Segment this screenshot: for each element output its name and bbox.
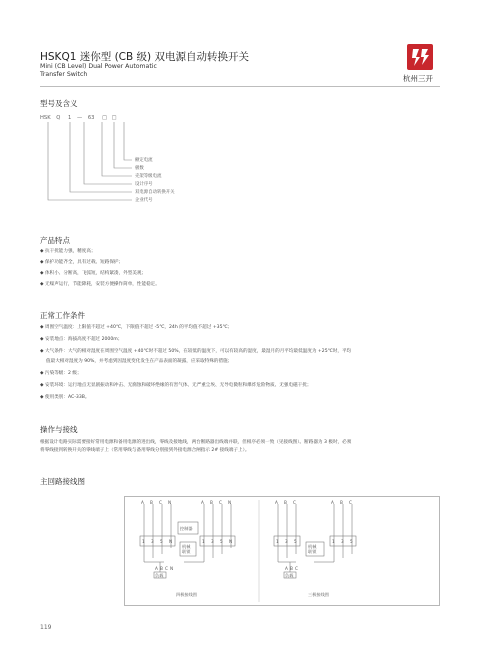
terminal-label: B bbox=[284, 500, 287, 505]
terminal-number: 5 bbox=[350, 539, 353, 544]
feature-item: ◆ 保护功能齐全，具有过载、短路保护； bbox=[40, 260, 124, 265]
mechanism-label: 联锁 bbox=[182, 549, 191, 554]
code-part: 1 bbox=[68, 115, 72, 121]
model-label: 壳架等级电流 bbox=[135, 174, 162, 179]
four-pole-caption: 四极接线图 bbox=[176, 592, 197, 597]
terminal-label: A bbox=[331, 500, 334, 505]
terminal-number: 1 bbox=[276, 539, 279, 544]
terminal-label: A bbox=[155, 566, 158, 571]
page-number: 119 bbox=[40, 624, 52, 631]
terminal-number: 1 bbox=[202, 539, 205, 544]
four-pole-labels bbox=[141, 500, 232, 598]
terminal-number: 5 bbox=[160, 539, 163, 544]
condition-item: ◆ 周围空气温度：上限值不超过 +40℃，下限值不超过 -5℃，24h 的平均值不超过 +35℃； bbox=[40, 325, 233, 330]
mechanism-label: 机械 bbox=[182, 544, 191, 549]
terminal-label: C bbox=[159, 500, 162, 505]
code-part: □ bbox=[111, 115, 117, 121]
company-logo bbox=[407, 44, 433, 70]
terminal-label: A bbox=[201, 500, 204, 505]
terminal-number: 3 bbox=[151, 539, 154, 544]
wiring-diagram bbox=[124, 496, 440, 606]
load-label: 负载 bbox=[155, 573, 164, 578]
condition-item: ◆ 安装环境：运行地点无显剧振动和冲击、无腐蚀和破坏绝缘的有害气体、无严重尘埃、无导电微粒和爆炸危险物质、无强电磁干扰； bbox=[40, 383, 312, 388]
model-label: 额定电流 bbox=[135, 158, 153, 163]
terminal-label: N bbox=[170, 566, 174, 571]
mechanism-label: 机械 bbox=[308, 544, 317, 549]
terminal-label: C bbox=[293, 500, 296, 505]
company-name: 杭州三开 bbox=[403, 74, 433, 83]
terminal-label: C bbox=[219, 500, 222, 505]
wiring-frame bbox=[125, 497, 440, 606]
condition-item: ◆ 使用类别：AC-33B。 bbox=[40, 395, 90, 400]
terminal-number: 5 bbox=[294, 539, 297, 544]
model-code bbox=[40, 115, 117, 121]
model-code-leader-lines bbox=[40, 122, 140, 208]
model-label: 双电源自动转换开关 bbox=[135, 190, 175, 195]
code-part: □ bbox=[102, 115, 107, 121]
code-part: HSK bbox=[40, 115, 51, 121]
section-title-wiring: 主回路接线图 bbox=[40, 477, 85, 486]
terminal-label: A bbox=[141, 500, 144, 505]
section-title-model: 型号及含义 bbox=[40, 99, 78, 108]
terminal-label: N bbox=[168, 500, 172, 505]
condition-item: ◆ 污染等级：2 级； bbox=[40, 371, 82, 376]
terminal-label: C bbox=[295, 566, 298, 571]
terminal-number: N bbox=[169, 539, 173, 544]
terminal-label: C bbox=[349, 500, 352, 505]
model-label: 企业代号 bbox=[135, 198, 153, 203]
controller-label: 控制器 bbox=[180, 526, 193, 531]
three-pole-caption: 三极接线图 bbox=[308, 592, 329, 597]
terminal-number: 1 bbox=[142, 539, 145, 544]
load-label: 负载 bbox=[285, 573, 294, 578]
terminal-number: N bbox=[229, 539, 233, 544]
feature-item: ◆ 无噪声运行，节能降耗，安装方便操作简单，性能稳定。 bbox=[40, 282, 160, 287]
terminal-number: 3 bbox=[211, 539, 214, 544]
terminal-number: 3 bbox=[341, 539, 344, 544]
terminal-label: A bbox=[275, 500, 278, 505]
code-part: Q bbox=[56, 115, 61, 121]
terminal-label: A bbox=[285, 566, 288, 571]
section-title-operation: 操作与接线 bbox=[40, 425, 78, 434]
terminal-label: N bbox=[228, 500, 232, 505]
terminal-label: B bbox=[150, 500, 153, 505]
logo-mark-icon bbox=[407, 44, 433, 70]
section-title-conditions: 正常工作条件 bbox=[40, 311, 85, 320]
model-label: 极数 bbox=[135, 166, 144, 171]
code-part: — bbox=[76, 115, 83, 121]
terminal-label: B bbox=[290, 566, 293, 571]
subtitle-line-2: Transfer Switch bbox=[40, 71, 88, 78]
section-title-features: 产品特点 bbox=[40, 236, 70, 245]
operation-text-line-1: 根据设计电路实际需要接好常用电源和备用电源的进出线，零线及接地线，两台断路器出线端并联，但相序必须一致（见接线图）。断路器为 3 极时，必须 bbox=[40, 440, 352, 445]
condition-item-continued: 值最大相对湿度为 90%，并考虑到因湿度变化发生在产品表面的凝露，应采取特殊的措施； bbox=[46, 359, 233, 364]
page-subtitle-en bbox=[40, 63, 157, 79]
feature-item: ◆ 体积小、分断高，飞弧短，结构紧凑，外型美观； bbox=[40, 271, 147, 276]
code-part: 63 bbox=[87, 115, 95, 121]
three-pole-labels bbox=[275, 500, 353, 598]
mechanism-label: 联锁 bbox=[308, 549, 317, 554]
terminal-number: 5 bbox=[220, 539, 223, 544]
terminal-label: B bbox=[160, 566, 163, 571]
terminal-label: B bbox=[340, 500, 343, 505]
condition-item: ◆ 安装地点：海拔高度不超过 2000m； bbox=[40, 337, 123, 342]
header-divider bbox=[40, 86, 440, 87]
feature-item: ◆ 抗干扰能力强，精度高； bbox=[40, 249, 96, 254]
page-title: HSKQ1 迷你型 (CB 级) 双电源自动转换开关 bbox=[40, 51, 249, 63]
operation-text-line-2: 将零线接到转换开关的零线端子上（常用零线与备用零线分别接到外接电源合闸指示 2# 接线端子上）。 bbox=[40, 448, 250, 453]
terminal-number: 1 bbox=[332, 539, 335, 544]
terminal-label: B bbox=[210, 500, 213, 505]
terminal-number: 3 bbox=[285, 539, 288, 544]
terminal-label: C bbox=[165, 566, 168, 571]
subtitle-line-1: Mini (CB Level) Dual Power Automatic bbox=[40, 63, 157, 70]
model-label: 设计序号 bbox=[135, 182, 153, 187]
condition-item: ◆ 大气条件：大气的相对湿度在周围空气温度 +40℃时不超过 50%，在较低的温度下，可以有较高的湿度，最湿月的月平均最低温度为 +25℃时，平均 bbox=[40, 349, 352, 354]
